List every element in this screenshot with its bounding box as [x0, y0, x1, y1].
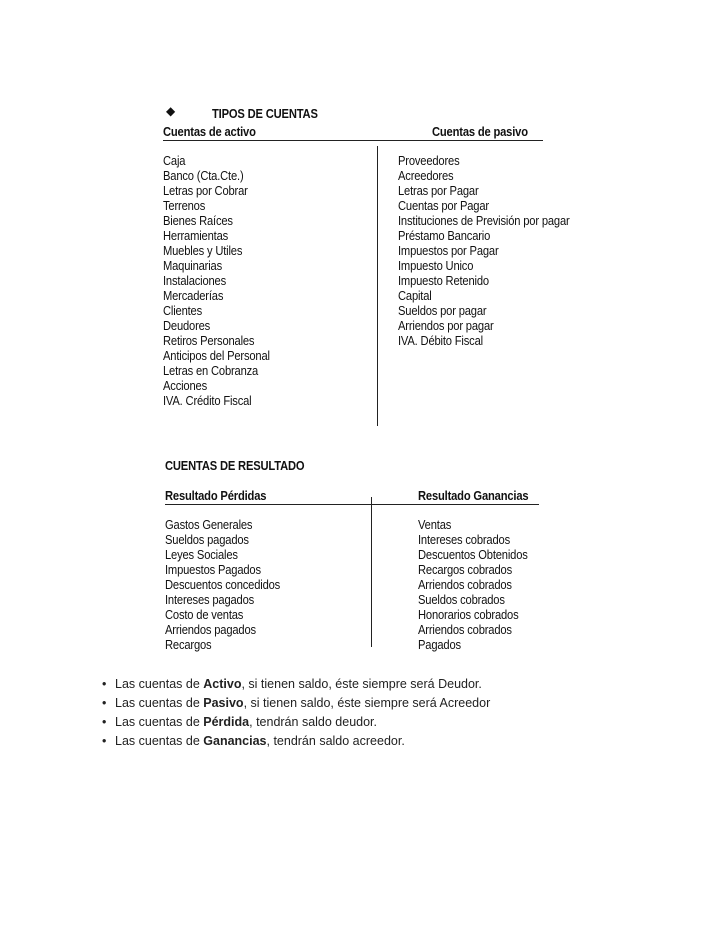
- bullet-icon: •: [102, 715, 107, 729]
- activo-account-item: Herramientas: [163, 228, 229, 243]
- bullet-icon: •: [102, 734, 107, 748]
- ganancias-account-item: Intereses cobrados: [418, 532, 510, 547]
- note-text-pre: Las cuentas de: [115, 696, 204, 710]
- activo-account-item: Caja: [163, 153, 186, 168]
- note-text-bold: Activo: [203, 677, 242, 691]
- activo-account-item: Muebles y Utiles: [163, 243, 243, 258]
- perdidas-header: Resultado Pérdidas: [165, 488, 267, 503]
- pasivo-account-item: Arriendos por pagar: [398, 318, 494, 333]
- ganancias-list: [418, 517, 528, 652]
- ganancias-account-item: Arriendos cobrados: [418, 577, 512, 592]
- pasivo-account-item: Cuentas por Pagar: [398, 198, 489, 213]
- bullet-icon: •: [102, 677, 107, 691]
- perdidas-account-item: Leyes Sociales: [165, 547, 238, 562]
- pasivo-account-item: Impuestos por Pagar: [398, 243, 499, 258]
- activo-account-item: Clientes: [163, 303, 203, 318]
- ganancias-header: Resultado Ganancias: [418, 488, 529, 503]
- activo-account-item: Bienes Raíces: [163, 213, 233, 228]
- bullet-icon: •: [102, 696, 107, 710]
- note-text-post: , si tienen saldo, éste siempre será Deudor.: [241, 677, 482, 691]
- pasivo-account-item: Acreedores: [398, 168, 454, 183]
- perdidas-list: [165, 517, 280, 652]
- activo-account-item: Letras en Cobranza: [163, 363, 259, 378]
- pasivo-account-item: Letras por Pagar: [398, 183, 479, 198]
- note-text-bold: Ganancias: [203, 734, 267, 748]
- note-text-pre: Las cuentas de: [115, 715, 204, 729]
- ganancias-account-item: Ventas: [418, 517, 452, 532]
- tipos-title: TIPOS DE CUENTAS: [212, 106, 318, 121]
- note-text-bold: Pérdida: [203, 715, 250, 729]
- note-item: [102, 732, 490, 751]
- note-item: [102, 694, 490, 713]
- perdidas-account-item: Impuestos Pagados: [165, 562, 261, 577]
- notes-list: [102, 675, 490, 751]
- activo-account-item: Banco (Cta.Cte.): [163, 168, 244, 183]
- diamond-bullet-icon: ◆: [166, 104, 176, 118]
- note-text-post: , si tienen saldo, éste siempre será Acreedor: [243, 696, 491, 710]
- pasivo-list: [398, 153, 570, 348]
- perdidas-account-item: Recargos: [165, 637, 212, 652]
- resultado-header-rule: [165, 504, 539, 505]
- ganancias-account-item: Descuentos Obtenidos: [418, 547, 528, 562]
- pasivo-account-item: Instituciones de Previsión por pagar: [398, 213, 570, 228]
- note-text-pre: Las cuentas de: [115, 734, 204, 748]
- pasivo-account-item: Impuesto Retenido: [398, 273, 489, 288]
- perdidas-account-item: Descuentos concedidos: [165, 577, 281, 592]
- activo-account-item: Retiros Personales: [163, 333, 255, 348]
- activo-account-item: Terrenos: [163, 198, 206, 213]
- perdidas-account-item: Sueldos pagados: [165, 532, 249, 547]
- pasivo-account-item: IVA. Débito Fiscal: [398, 333, 483, 348]
- activo-account-item: Mercaderías: [163, 288, 224, 303]
- perdidas-account-item: Arriendos pagados: [165, 622, 256, 637]
- activo-account-item: Maquinarias: [163, 258, 223, 273]
- resultado-column-divider: [371, 497, 372, 647]
- ganancias-account-item: Pagados: [418, 637, 461, 652]
- note-text-post: , tendrán saldo deudor.: [249, 715, 377, 729]
- note-text-post: , tendrán saldo acreedor.: [266, 734, 405, 748]
- resultado-title: CUENTAS DE RESULTADO: [165, 458, 305, 473]
- perdidas-account-item: Intereses pagados: [165, 592, 255, 607]
- activo-account-item: Letras por Cobrar: [163, 183, 248, 198]
- pasivo-account-item: Impuesto Unico: [398, 258, 474, 273]
- activo-account-item: Instalaciones: [163, 273, 227, 288]
- perdidas-account-item: Costo de ventas: [165, 607, 244, 622]
- ganancias-account-item: Arriendos cobrados: [418, 622, 512, 637]
- activo-account-item: Acciones: [163, 378, 207, 393]
- activo-list: [163, 153, 270, 408]
- activo-header: Cuentas de activo: [163, 124, 256, 139]
- pasivo-account-item: Sueldos por pagar: [398, 303, 487, 318]
- pasivo-account-item: Proveedores: [398, 153, 460, 168]
- note-text-pre: Las cuentas de: [115, 677, 204, 691]
- tipos-column-divider: [377, 146, 378, 426]
- ganancias-account-item: Sueldos cobrados: [418, 592, 505, 607]
- note-item: [102, 675, 490, 694]
- perdidas-account-item: Gastos Generales: [165, 517, 253, 532]
- pasivo-account-item: Capital: [398, 288, 432, 303]
- ganancias-account-item: Honorarios cobrados: [418, 607, 519, 622]
- pasivo-header: Cuentas de pasivo: [432, 124, 528, 139]
- pasivo-account-item: Préstamo Bancario: [398, 228, 491, 243]
- activo-account-item: IVA. Crédito Fiscal: [163, 393, 252, 408]
- note-text-bold: Pasivo: [203, 696, 244, 710]
- ganancias-account-item: Recargos cobrados: [418, 562, 513, 577]
- tipos-header-rule: [163, 140, 543, 141]
- activo-account-item: Deudores: [163, 318, 211, 333]
- activo-account-item: Anticipos del Personal: [163, 348, 270, 363]
- note-item: [102, 713, 490, 732]
